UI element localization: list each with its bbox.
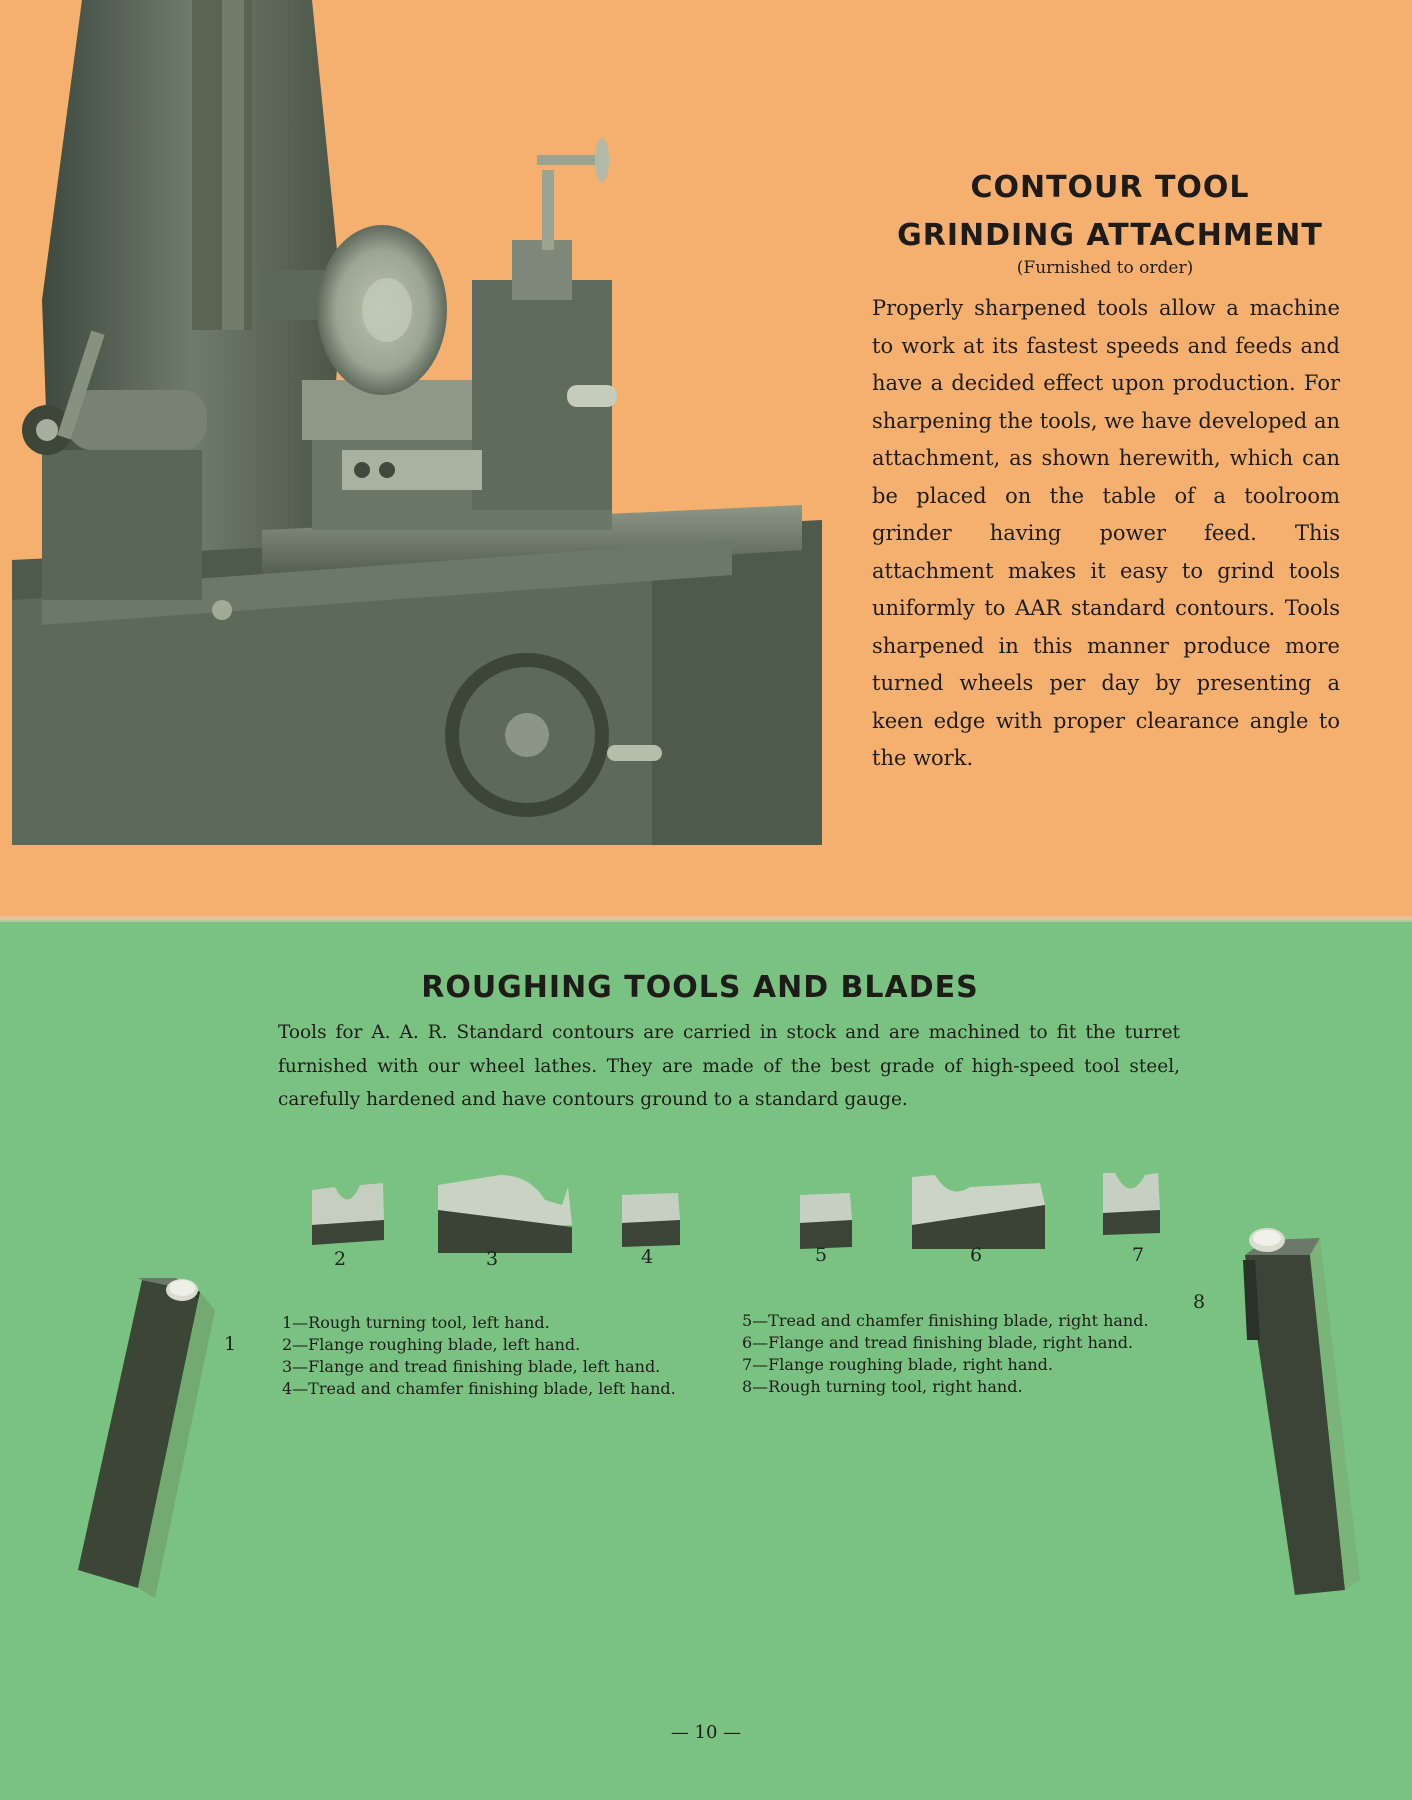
blades-illustration bbox=[300, 1165, 1200, 1285]
part-number-3: 3 bbox=[486, 1248, 499, 1270]
page-number: — 10 — bbox=[670, 1722, 742, 1743]
legend-item-2: 2—Flange roughing blade, left hand. bbox=[282, 1335, 581, 1354]
legend-item-1: 1—Rough turning tool, left hand. bbox=[282, 1313, 550, 1332]
blade-7 bbox=[1103, 1173, 1160, 1235]
contour-tool-subtitle: (Furnished to order) bbox=[1016, 258, 1194, 278]
part-number-1: 1 bbox=[224, 1333, 237, 1355]
blade-5 bbox=[800, 1193, 852, 1249]
part-number-5: 5 bbox=[815, 1244, 828, 1266]
grinding-machine-photo bbox=[12, 0, 822, 845]
rough-turning-tool-left bbox=[50, 1270, 220, 1600]
legend-right-hand bbox=[742, 1310, 1182, 1398]
roughing-tools-intro: Tools for A. A. R. Standard contours are carried in stock and are machined to fit the turret furnished with our wheel lathes. They are made of the best grade of high-speed tool steel, carefully hardened and have contours ground to a standard gauge. bbox=[278, 1022, 1180, 1110]
blade-4 bbox=[622, 1193, 680, 1247]
legend-item-3: 3—Flange and tread finishing blade, left hand. bbox=[282, 1357, 661, 1376]
contour-tool-title-line1: CONTOUR TOOL bbox=[970, 170, 1250, 205]
legend-item-8: 8—Rough turning tool, right hand. bbox=[742, 1377, 1023, 1396]
section-divider bbox=[0, 916, 1412, 922]
legend-item-5: 5—Tread and chamfer finishing blade, right hand. bbox=[742, 1311, 1149, 1330]
legend-left-hand bbox=[282, 1312, 722, 1400]
rough-turning-tool-right bbox=[1225, 1220, 1375, 1600]
part-number-6: 6 bbox=[970, 1244, 983, 1266]
legend-item-7: 7—Flange roughing blade, right hand. bbox=[742, 1355, 1054, 1374]
blade-3 bbox=[438, 1175, 572, 1253]
blade-6 bbox=[912, 1175, 1045, 1249]
contour-tool-title-line2: GRINDING ATTACHMENT bbox=[897, 218, 1323, 253]
blade-2 bbox=[312, 1183, 384, 1245]
part-number-2: 2 bbox=[334, 1248, 347, 1270]
part-number-4: 4 bbox=[641, 1246, 654, 1268]
part-number-8: 8 bbox=[1193, 1291, 1206, 1313]
legend-item-4: 4—Tread and chamfer finishing blade, left hand. bbox=[282, 1379, 676, 1398]
contour-tool-description: Properly sharpened tools allow a machine to work at its fastest speeds and feeds and have a decided effect upon production. For sharpening the tools, we have developed an attachment, as shown herewith, which can be placed on the table of a toolroom grinder having power feed. This attachment makes it easy to grind tools uniformly to AAR standard contours. Tools sharpened in this manner produce more turned wheels per day by presenting a keen edge with proper clearance angle to the work. bbox=[872, 296, 1340, 770]
part-number-7: 7 bbox=[1132, 1244, 1145, 1266]
legend-item-6: 6—Flange and tread finishing blade, right hand. bbox=[742, 1333, 1134, 1352]
roughing-tools-title: ROUGHING TOOLS AND BLADES bbox=[421, 970, 979, 1005]
